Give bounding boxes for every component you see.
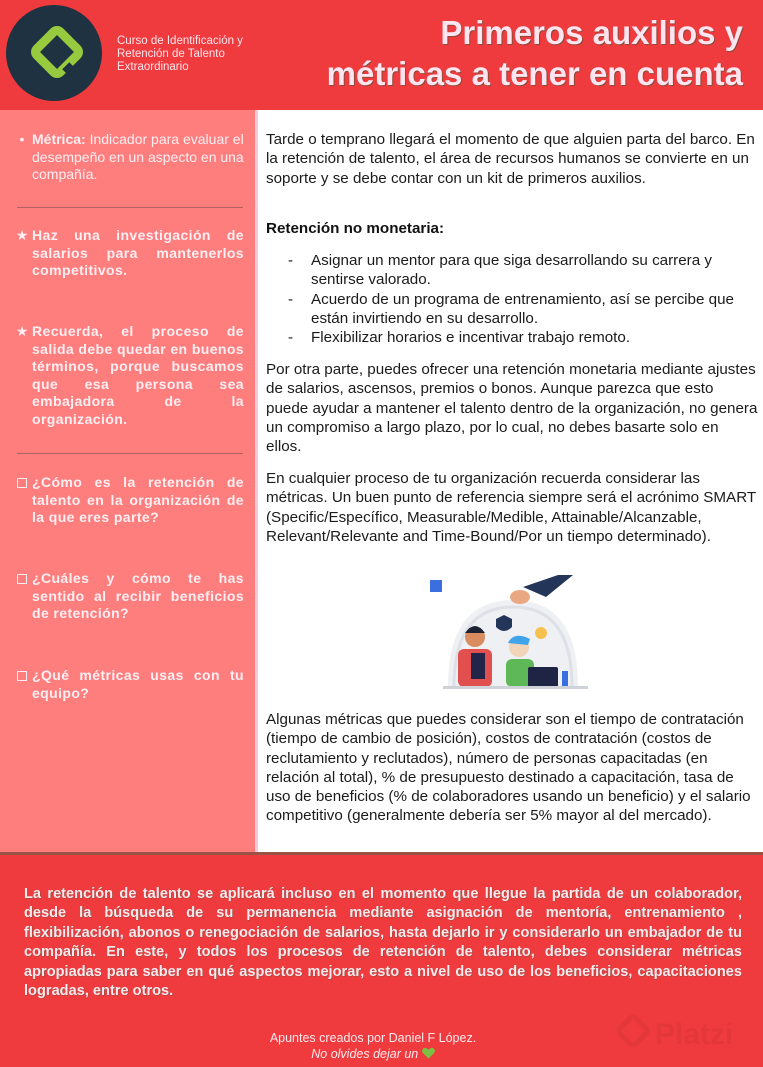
page-title-line-2: métricas a tener en cuenta bbox=[326, 55, 743, 92]
platzi-watermark-icon bbox=[615, 1012, 651, 1056]
list-item-text: Flexibilizar horarios e incentivar trabajo remoto. bbox=[311, 329, 631, 347]
laptop-icon bbox=[528, 667, 558, 687]
list-item bbox=[266, 290, 758, 329]
platzi-watermark bbox=[613, 1010, 763, 1060]
tip-item bbox=[14, 323, 244, 428]
author-credit: Apuntes creados por Daniel F López. bbox=[269, 1031, 477, 1045]
divider bbox=[17, 207, 243, 208]
question-item bbox=[14, 667, 244, 702]
dash-marker: - bbox=[288, 329, 294, 347]
reminder-text: No olvides dejar un bbox=[311, 1047, 422, 1061]
star-icon: ★ bbox=[15, 323, 29, 339]
non-monetary-list bbox=[266, 251, 758, 347]
watermark-text: Platzi bbox=[655, 1018, 734, 1051]
page-title-line-1: Primeros auxilios y bbox=[440, 14, 743, 51]
list-item-text: Asignar un mentor para que siga desarrollando su carrera y sentirse valorado. bbox=[311, 252, 713, 289]
platzi-logo-icon bbox=[6, 5, 102, 101]
sidebar bbox=[0, 110, 255, 852]
list-item bbox=[266, 328, 758, 347]
definition-body: Indicador para evaluar el desempeño en un aspecto en una compañía. bbox=[32, 131, 244, 182]
green-heart-icon bbox=[422, 1047, 435, 1059]
tip-text: Recuerda, el proceso de salida debe quedar en buenos términos, porque buscamos que esa persona sea embajadora de la organización. bbox=[32, 323, 244, 427]
star-icon: ★ bbox=[15, 227, 29, 243]
dash-marker: - bbox=[288, 252, 294, 269]
list-item-text: Acuerdo de un programa de entrenamiento, así se percibe que están invirtiendo en su desarrollo. bbox=[311, 290, 734, 327]
question-text: ¿Cómo es la retención de talento en la organización de la que eres parte? bbox=[32, 474, 244, 525]
corner-decoration bbox=[430, 580, 442, 592]
hand-icon bbox=[510, 590, 530, 604]
smiley-icon bbox=[535, 627, 547, 639]
question-text: ¿Qué métricas usas con tu equipo? bbox=[32, 667, 244, 701]
intro-paragraph: Tarde o temprano llegará el momento de que alguien parta del barco. En la retención de talento, el área de recursos humanos se convierte en un soporte y se debe contar con un kit de primeros auxilios. bbox=[266, 131, 755, 187]
non-monetary-heading: Retención no monetaria: bbox=[266, 220, 445, 237]
divider bbox=[17, 453, 243, 454]
question-text: ¿Cuáles y cómo te has sentido al recibir beneficios de retención? bbox=[32, 570, 244, 621]
checkbox-icon bbox=[14, 667, 30, 686]
monetary-paragraph: Por otra parte, puedes ofrecer una retención monetaria mediante ajustes de salarios, ascensos, premios o bonos. Aunque parezca que esto puede ayudar a mantener el talento dentro de la organización, no genera un compromiso a largo plazo, por lo cual, no debes basarte solo en ellos. bbox=[266, 361, 758, 456]
header bbox=[0, 0, 763, 110]
checkbox-icon bbox=[14, 474, 30, 493]
summary-text: La retención de talento se aplicará incluso en el momento que llegue la partida de un colaborador, desde la búsqueda de su permanencia mediante asignación de mentoría, entrenamiento , flexibilización, abonos o renegociación de salarios, hasta dejarlo ir y considerarlo un embajador de tu compañía. En este, y todos los procesos de retención de talento, debes considerar métricas apropiadas para saber en qué aspectos mejorar, esto a nivel de uso de los beneficios, capacitaciones logradas, entre otros. bbox=[24, 886, 742, 1000]
tip-text: Haz una investigación de salarios para mantenerlos competitivos. bbox=[32, 227, 244, 278]
dash-marker: - bbox=[288, 290, 294, 308]
definition-term: Métrica: bbox=[32, 131, 86, 147]
definition-item bbox=[14, 131, 244, 184]
definition-text bbox=[32, 131, 244, 184]
checkbox-icon bbox=[14, 570, 30, 589]
metrics-paragraph: Algunas métricas que puedes considerar son el tiempo de contratación (tiempo de cambio de posición), costos de contratación (costos de reclutamiento y reclutados), número de personas capacitadas (en relación al total), % de presupuesto destinado a capacitación, tasa de uso de beneficios (% de colaboradores usando un beneficio) y el salario competitivo (generalmente debería ser 5% mayor al del mercado). bbox=[266, 711, 751, 825]
hand-sleeve bbox=[523, 575, 573, 597]
main-content bbox=[255, 110, 763, 852]
question-item bbox=[14, 474, 244, 527]
smart-paragraph: En cualquier proceso de tu organización recuerda considerar las métricas. Un buen punto de referencia siempre será el acrónimo SMART (Specific/Específico, Measurable/Medible, Attainable/Alcanzable, Relevant/Relevante and Time-Bound/Por un tiempo determinado). bbox=[266, 470, 756, 545]
logo-diamond bbox=[27, 22, 86, 81]
page-title bbox=[327, 12, 743, 94]
clipboard bbox=[471, 653, 485, 679]
team-protection-dome-illustration bbox=[428, 575, 598, 695]
tip-item bbox=[14, 227, 244, 280]
question-item bbox=[14, 570, 244, 623]
course-title: Curso de Identificación y Retención de Talento Extraordinario bbox=[117, 35, 243, 73]
bullet-icon: • bbox=[19, 131, 25, 147]
footer bbox=[0, 852, 763, 1067]
list-item bbox=[266, 251, 758, 290]
